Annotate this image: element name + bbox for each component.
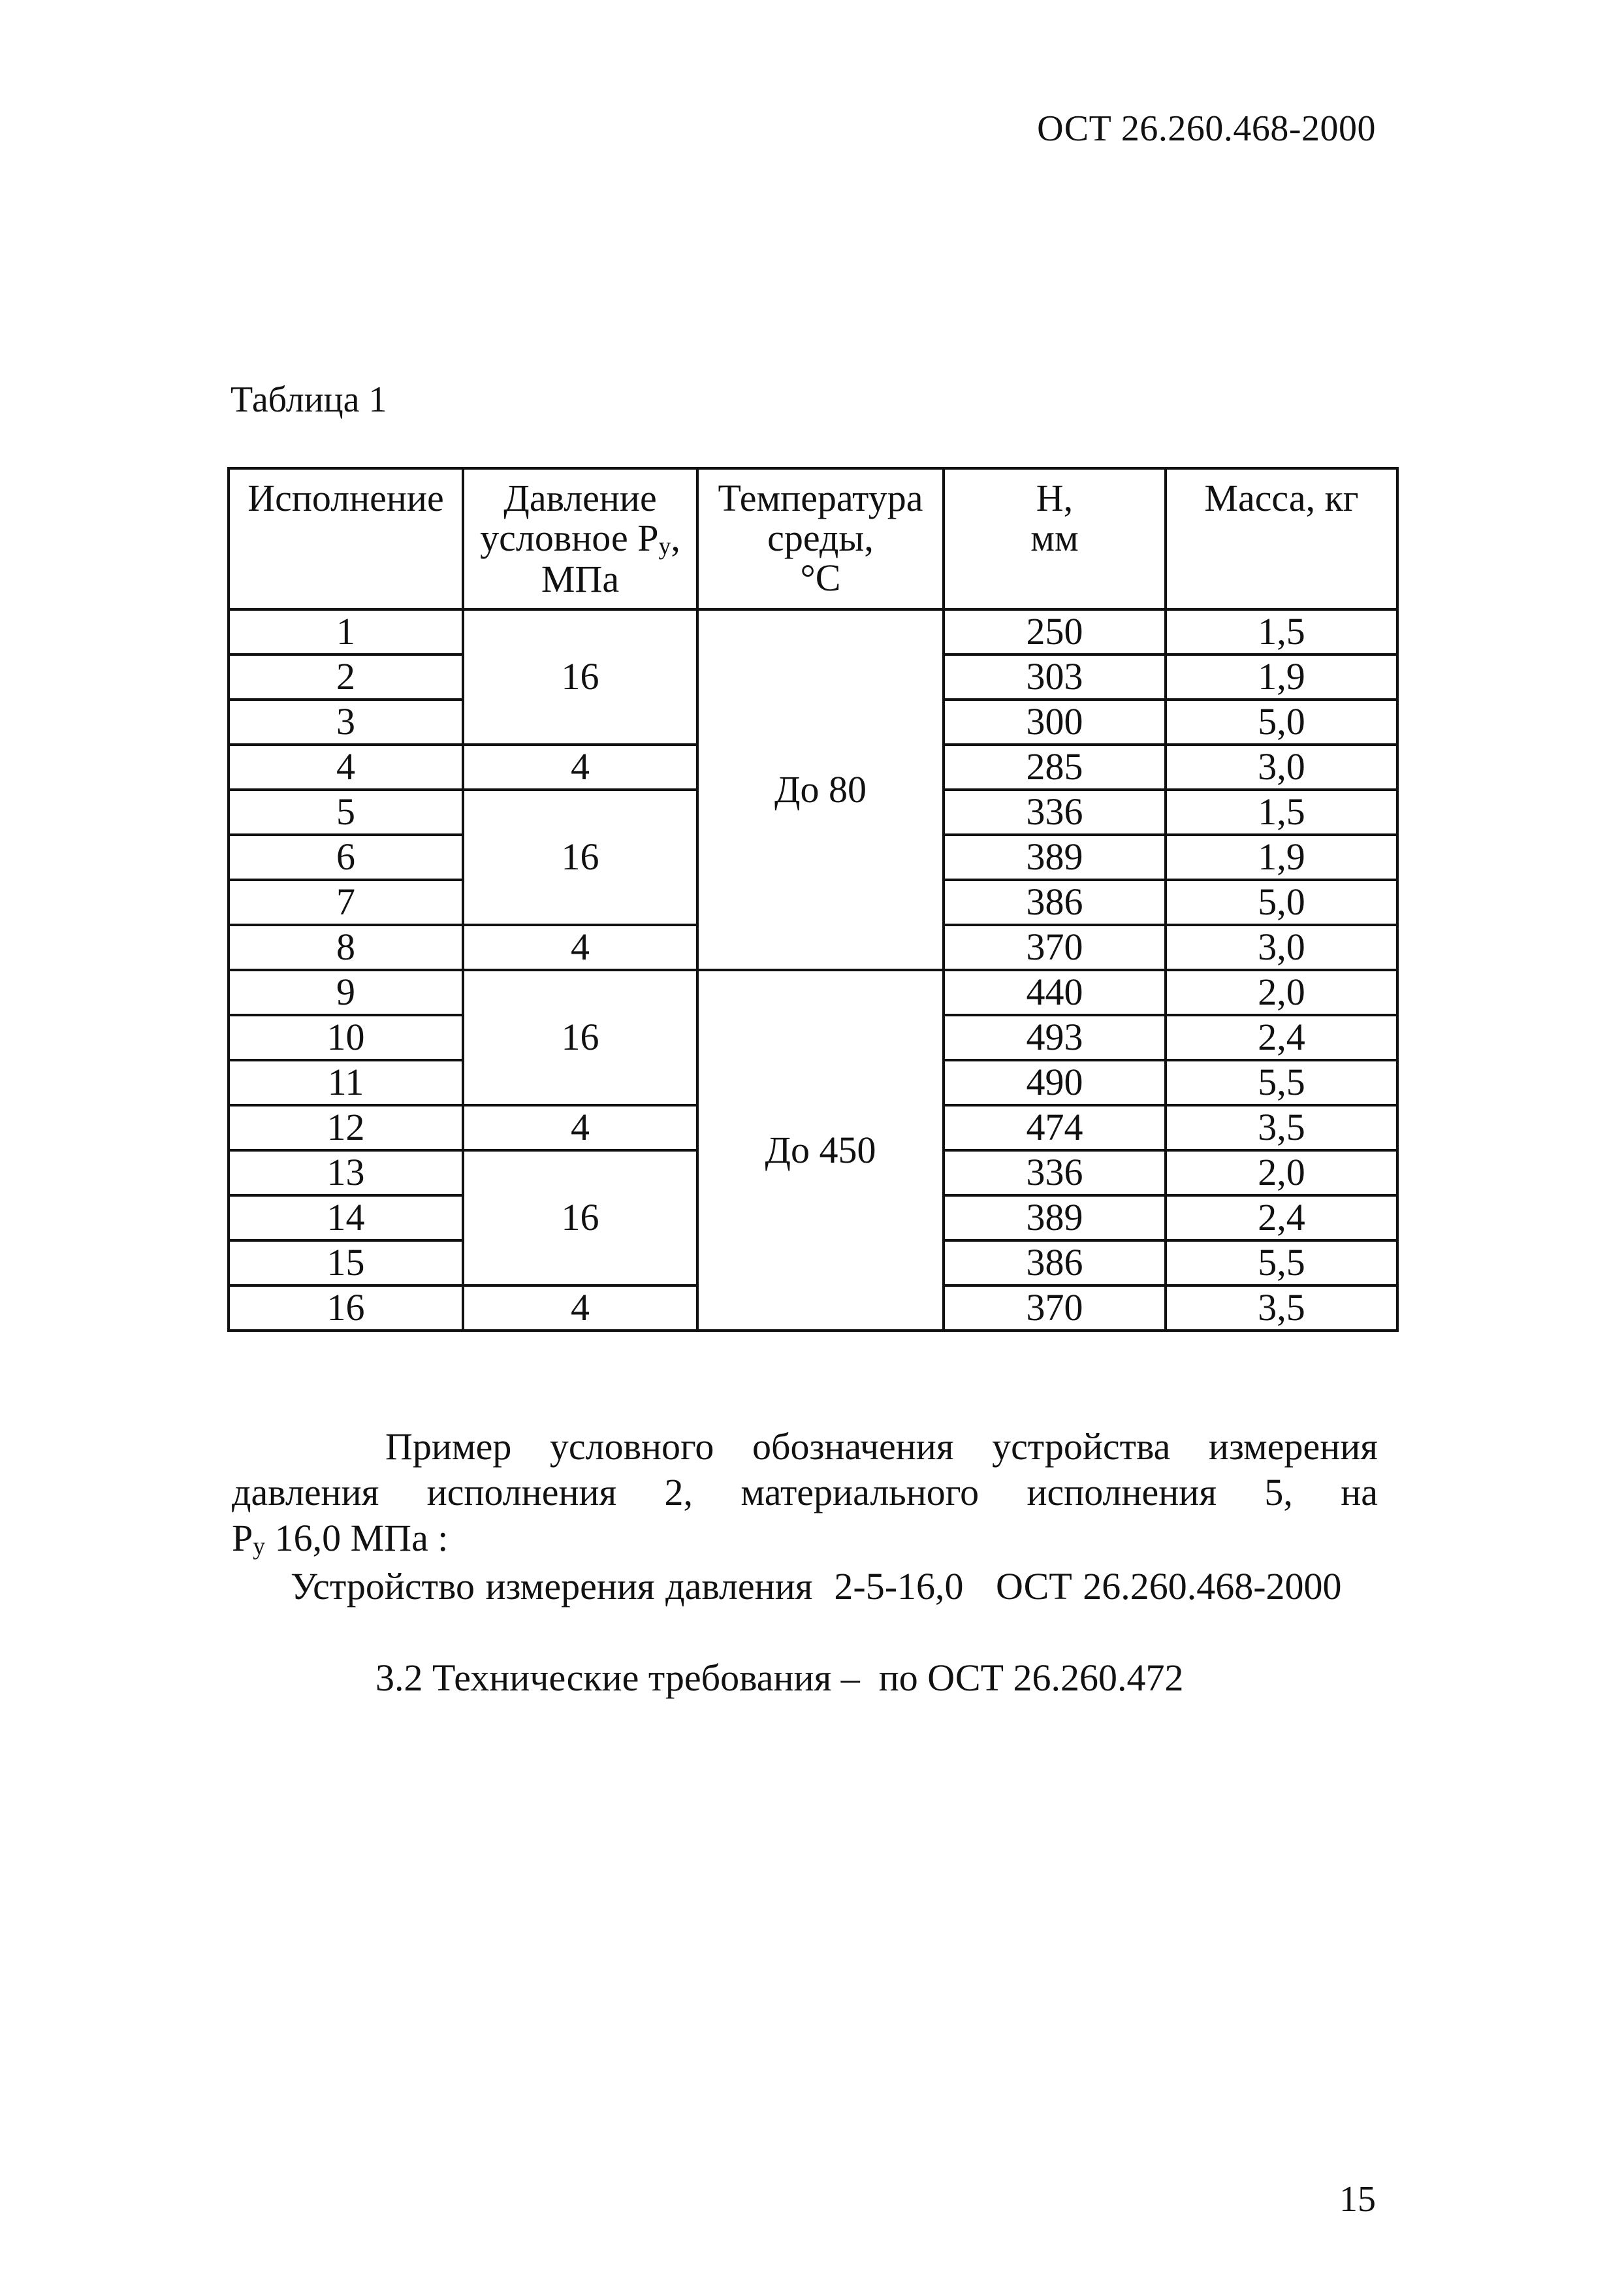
- spec-table: [227, 467, 1399, 1332]
- cell-execution: 5: [229, 790, 463, 835]
- cell-height: 490: [944, 1060, 1166, 1105]
- cell-temperature: До 450: [697, 970, 944, 1331]
- designation-example: Устройство измерения давления 2-5-16,0 ОСТ 26.260.468-2000: [291, 1565, 1342, 1607]
- cell-pressure: 4: [463, 745, 697, 790]
- cell-pressure: 16: [463, 609, 697, 745]
- cell-height: 474: [944, 1105, 1166, 1150]
- example-line-3: $Р_у$ 16,0 МПа :: [232, 1517, 449, 1560]
- table-header-row: [229, 468, 1397, 609]
- cell-pressure: 4: [463, 925, 697, 970]
- page-number: 15: [1339, 2179, 1376, 2220]
- cell-temperature: До 80: [697, 609, 944, 970]
- column-header-execution: Исполнение: [229, 468, 463, 609]
- cell-height: 493: [944, 1015, 1166, 1060]
- cell-mass: 3,5: [1166, 1105, 1397, 1150]
- example-line-2: давления исполнения 2, материального исполнения 5, на: [232, 1471, 1378, 1513]
- cell-height: 370: [944, 925, 1166, 970]
- cell-mass: 2,0: [1166, 970, 1397, 1015]
- example-line-1: Пример условного обозначения устройства измерения: [385, 1425, 1378, 1468]
- cell-mass: 3,5: [1166, 1285, 1397, 1331]
- cell-height: 336: [944, 1150, 1166, 1195]
- cell-pressure: 16: [463, 1150, 697, 1285]
- cell-mass: 5,0: [1166, 880, 1397, 925]
- cell-mass: 5,5: [1166, 1060, 1397, 1105]
- cell-pressure: 16: [463, 790, 697, 925]
- cell-height: 386: [944, 1240, 1166, 1285]
- table-row: [229, 609, 1397, 654]
- column-header-temperature: Температура среды, °С: [697, 468, 944, 609]
- cell-execution: 15: [229, 1240, 463, 1285]
- column-header-pressure: Давление условное $Р_у$, МПа: [463, 468, 697, 609]
- cell-execution: 9: [229, 970, 463, 1015]
- document-code: ОСТ 26.260.468-2000: [1037, 108, 1376, 149]
- table-row: [229, 970, 1397, 1015]
- cell-mass: 5,0: [1166, 700, 1397, 745]
- cell-mass: 1,5: [1166, 609, 1397, 654]
- cell-execution: 7: [229, 880, 463, 925]
- cell-execution: 2: [229, 654, 463, 700]
- cell-mass: 3,0: [1166, 925, 1397, 970]
- cell-mass: 2,0: [1166, 1150, 1397, 1195]
- cell-execution: 6: [229, 835, 463, 880]
- cell-mass: 1,9: [1166, 835, 1397, 880]
- cell-height: 336: [944, 790, 1166, 835]
- cell-execution: 13: [229, 1150, 463, 1195]
- cell-mass: 5,5: [1166, 1240, 1397, 1285]
- cell-pressure: 16: [463, 970, 697, 1105]
- cell-execution: 8: [229, 925, 463, 970]
- cell-height: 250: [944, 609, 1166, 654]
- cell-execution: 3: [229, 700, 463, 745]
- column-header-mass: Масса, кг: [1166, 468, 1397, 609]
- column-header-height: Н, мм: [944, 468, 1166, 609]
- cell-height: 370: [944, 1285, 1166, 1331]
- designation-example-paragraph: [232, 1424, 1378, 1570]
- cell-execution: 10: [229, 1015, 463, 1060]
- cell-mass: 1,5: [1166, 790, 1397, 835]
- cell-height: 389: [944, 835, 1166, 880]
- cell-pressure: 4: [463, 1105, 697, 1150]
- cell-execution: 1: [229, 609, 463, 654]
- cell-execution: 4: [229, 745, 463, 790]
- table-caption: Таблица 1: [231, 380, 387, 420]
- cell-height: 440: [944, 970, 1166, 1015]
- cell-execution: 14: [229, 1195, 463, 1240]
- section-heading: 3.2 Технические требования – по ОСТ 26.260.472: [375, 1656, 1184, 1699]
- cell-execution: 12: [229, 1105, 463, 1150]
- cell-execution: 11: [229, 1060, 463, 1105]
- cell-mass: 3,0: [1166, 745, 1397, 790]
- cell-pressure: 4: [463, 1285, 697, 1331]
- cell-mass: 2,4: [1166, 1195, 1397, 1240]
- cell-height: 389: [944, 1195, 1166, 1240]
- cell-height: 285: [944, 745, 1166, 790]
- cell-mass: 2,4: [1166, 1015, 1397, 1060]
- cell-height: 386: [944, 880, 1166, 925]
- cell-execution: 16: [229, 1285, 463, 1331]
- cell-height: 300: [944, 700, 1166, 745]
- cell-height: 303: [944, 654, 1166, 700]
- cell-mass: 1,9: [1166, 654, 1397, 700]
